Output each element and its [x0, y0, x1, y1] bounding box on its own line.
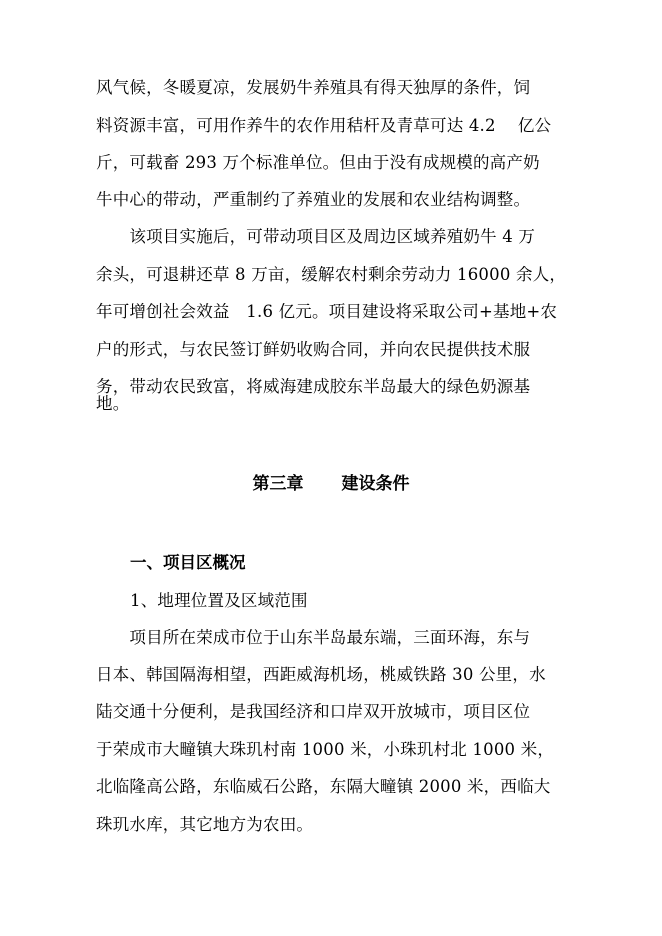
paragraph-2-line-4: 户的形式，与农民签订鲜奶收购合同，并向农民提供技术服 — [96, 340, 531, 359]
paragraph-1-line-1: 风气候，冬暖夏凉，发展奶牛养殖具有得天独厚的条件，饲 — [96, 78, 531, 97]
paragraph-2-line-2: 余头，可退耕还草 8 万亩，缓解农村剩余劳动力 16000 余人， — [96, 265, 567, 284]
chapter-heading — [0, 469, 662, 494]
section-heading: 一、项目区概况 — [130, 553, 246, 572]
paragraph-2-line-5: 务，带动农民致富，将威海建成胶东半岛最大的绿色奶源基 — [96, 377, 531, 396]
chapter-title: 建设条件 — [341, 474, 410, 494]
paragraph-3-line-6: 珠玑水库，其它地方为农田。 — [96, 815, 314, 834]
subsection-heading: 1、地理位置及区域范围 — [130, 591, 308, 610]
paragraph-3-line-1: 项目所在荣成市位于山东半岛最东端，三面环海，东与 — [96, 628, 531, 647]
chapter-number: 第三章 — [252, 474, 304, 494]
paragraph-3-line-5: 北临隆高公路，东临威石公路，东隔大疃镇 2000 米，西临大 — [96, 777, 551, 796]
paragraph-2-line-6: 地。 — [96, 394, 130, 413]
paragraph-3-line-3: 陆交通十分便利，是我国经济和口岸双开放城市，项目区位 — [96, 702, 531, 721]
paragraph-2-line-1: 该项目实施后，可带动项目区及周边区域养殖奶牛 4 万 — [96, 227, 536, 246]
paragraph-3-line-2: 日本、韩国隔海相望，西距威海机场，桃威铁路 30 公里，水 — [96, 665, 546, 684]
paragraph-1-line-4: 牛中心的带动，严重制约了养殖业的发展和农业结构调整。 — [96, 190, 531, 209]
paragraph-1-line-3: 斤，可载畜 293 万个标准单位。但由于没有成规模的高产奶 — [96, 153, 540, 172]
paragraph-2-line-3: 年可增创社会效益 1.6 亿元。项目建设将采取公司+基地+农 — [96, 302, 558, 321]
paragraph-1-line-2: 料资源丰富，可用作养牛的农作用秸杆及青草可达 4.2 亿公 — [96, 116, 552, 135]
paragraph-3-line-4: 于荣成市大疃镇大珠玑村南 1000 米，小珠玑村北 1000 米， — [96, 740, 555, 759]
